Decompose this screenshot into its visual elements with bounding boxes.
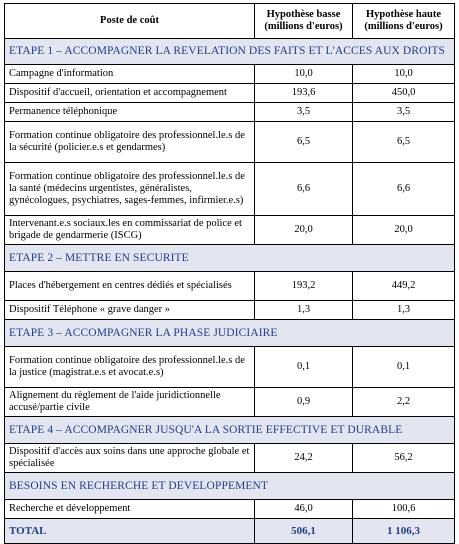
section-title: ETAPE 3 – ACCOMPAGNER LA PHASE JUDICIAIRE <box>5 320 455 347</box>
cost-table <box>4 3 455 544</box>
row-high-value: 2,2 <box>353 388 455 417</box>
row-high-value: 3,5 <box>353 103 455 122</box>
row-low-value: 24,2 <box>255 444 353 473</box>
row-high-value: 10,0 <box>353 65 455 84</box>
section-row <box>5 473 455 500</box>
section-row <box>5 245 455 272</box>
row-label: Dispositif Téléphone « grave danger » <box>5 301 255 320</box>
row-label: Formation continue obligatoire des professionnel.le.s de la sécurité (policier.e.s et gendarmes) <box>5 122 255 163</box>
row-low-value: 193,6 <box>255 84 353 103</box>
header-low-hypothesis: Hypothèse basse (millions d'euros) <box>255 4 353 39</box>
row-low-value: 1,3 <box>255 301 353 320</box>
row-label: Dispositif d'accès aux soins dans une approche globale et spécialisée <box>5 444 255 473</box>
row-high-value: 6,5 <box>353 122 455 163</box>
row-high-value: 20,0 <box>353 216 455 245</box>
table-row <box>5 272 455 301</box>
row-label: Permanence téléphonique <box>5 103 255 122</box>
row-low-value: 0,9 <box>255 388 353 417</box>
total-row <box>5 519 455 544</box>
row-high-value: 1,3 <box>353 301 455 320</box>
cost-table-container <box>4 3 455 544</box>
row-low-value: 10,0 <box>255 65 353 84</box>
table-row <box>5 103 455 122</box>
row-high-value: 449,2 <box>353 272 455 301</box>
row-label: Places d'hébergement en centres dédiés et spécialisés <box>5 272 255 301</box>
section-title: ETAPE 2 – METTRE EN SECURITE <box>5 245 455 272</box>
row-low-value: 3,5 <box>255 103 353 122</box>
row-low-value: 0,1 <box>255 347 353 388</box>
row-high-value: 56,2 <box>353 444 455 473</box>
row-high-value: 100,6 <box>353 500 455 519</box>
table-row <box>5 500 455 519</box>
total-low-value: 506,1 <box>255 519 353 544</box>
row-label: Formation continue obligatoire des professionnel.le.s de la justice (magistrat.e.s et avocat.e.s) <box>5 347 255 388</box>
row-high-value: 0,1 <box>353 347 455 388</box>
row-label: Alignement du règlement de l'aide juridictionnelle accusé/partie civile <box>5 388 255 417</box>
row-label: Formation continue obligatoire des professionnel.le.s de la santé (médecins urgentistes, généralistes, gynécologues, psychiatres, sages-femmes, infirmier.e.s) <box>5 163 255 216</box>
section-title: BESOINS EN RECHERCHE ET DEVELOPPEMENT <box>5 473 455 500</box>
row-low-value: 6,5 <box>255 122 353 163</box>
table-row <box>5 347 455 388</box>
table-row <box>5 301 455 320</box>
total-high-value: 1 106,3 <box>353 519 455 544</box>
row-high-value: 6,6 <box>353 163 455 216</box>
row-low-value: 193,2 <box>255 272 353 301</box>
section-title: ETAPE 4 – ACCOMPAGNER JUSQU'A LA SORTIE EFFECTIVE ET DURABLE <box>5 417 455 444</box>
header-high-hypothesis: Hypothèse haute (millions d'euros) <box>353 4 455 39</box>
table-row <box>5 122 455 163</box>
section-row <box>5 417 455 444</box>
row-label: Recherche et développement <box>5 500 255 519</box>
table-row <box>5 216 455 245</box>
row-label: Intervenant.e.s sociaux.les en commissariat de police et brigade de gendarmerie (ISCG) <box>5 216 255 245</box>
row-high-value: 450,0 <box>353 84 455 103</box>
table-row <box>5 444 455 473</box>
table-row <box>5 65 455 84</box>
row-low-value: 6,6 <box>255 163 353 216</box>
table-row <box>5 388 455 417</box>
section-row <box>5 39 455 65</box>
section-row <box>5 320 455 347</box>
row-low-value: 20,0 <box>255 216 353 245</box>
section-title: ETAPE 1 – ACCOMPAGNER LA REVELATION DES FAITS ET L'ACCES AUX DROITS <box>5 39 455 65</box>
total-label: TOTAL <box>5 519 255 544</box>
header-row <box>5 4 455 39</box>
table-row <box>5 84 455 103</box>
row-low-value: 46,0 <box>255 500 353 519</box>
row-label: Campagne d'information <box>5 65 255 84</box>
header-cost-item: Poste de coût <box>5 4 255 39</box>
table-row <box>5 163 455 216</box>
row-label: Dispositif d'accueil, orientation et accompagnement <box>5 84 255 103</box>
